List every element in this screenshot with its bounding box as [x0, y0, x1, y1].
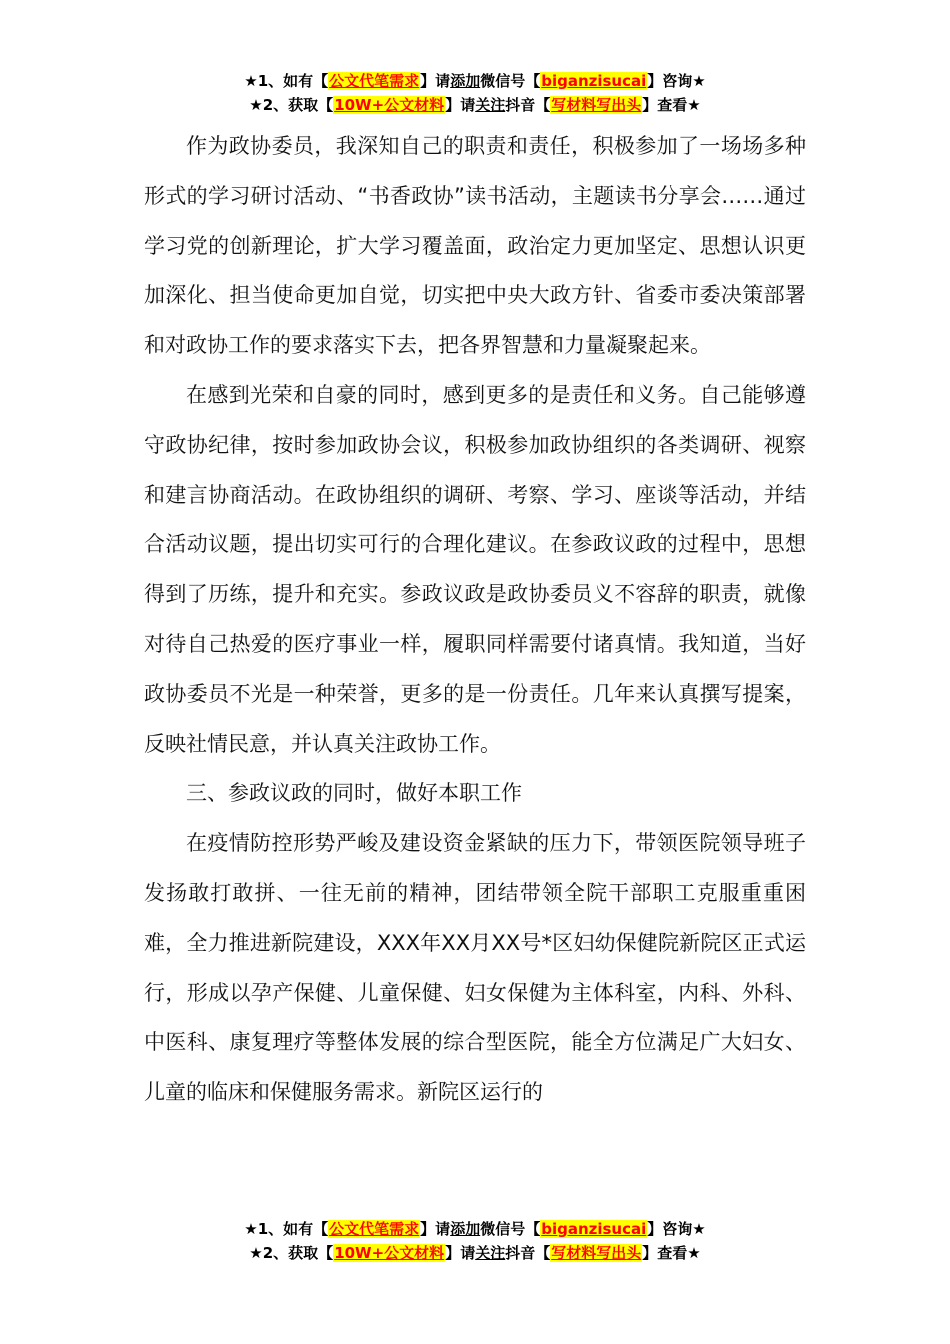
paragraph: 作为政协委员，我深知自己的职责和责任，积极参加了一场场多种形式的学习研讨活动、“书香政协”读书活动，主题读书分享会……通过学习党的创新理论，扩大学习覆盖面，政治定力更加坚定、思想认识更加深化、担当使命更加自觉，切实把中央大政方针、省委市委决策部署和对政协工作的要求落实下去，把各界智慧和力量凝聚起来。 [144, 134, 806, 358]
banner-underlined-text: 关注 [475, 1244, 506, 1262]
banner-highlight: biganzisucai [541, 72, 647, 90]
banner-highlight: 10W+公文材料 [334, 96, 445, 114]
banner-line-1 [0, 1217, 950, 1241]
banner-highlight: 公文代笔需求 [329, 72, 420, 90]
banner-text: ★1、如有【 [244, 72, 329, 90]
banner-line-2 [0, 93, 950, 117]
paragraph: 在疫情防控形势严峻及建设资金紧缺的压力下，带领医院领导班子发扬敢打敢拼、一往无前的精神，团结带领全院干部职工克服重重困难，全力推进新院建设，XXX年XX月XX号*区妇幼保健院新院区正式运行，形成以孕产保健、儿童保健、妇女保健为主体科室，内科、外科、中医科、康复理疗等整体发展的综合型医院，能全方位满足广大妇女、儿童的临床和保健服务需求。新院区运行的 [144, 831, 806, 1105]
banner-text: 】请 [420, 72, 451, 90]
banner-text: ★2、获取【 [249, 96, 334, 114]
banner-highlight: biganzisucai [541, 1220, 647, 1238]
banner-text: 】请 [445, 1244, 476, 1262]
banner-highlight: 写材料写出头 [551, 1244, 642, 1262]
banner-line-2 [0, 1241, 950, 1265]
banner-highlight: 写材料写出头 [551, 96, 642, 114]
paragraph: 在感到光荣和自豪的同时，感到更多的是责任和义务。自己能够遵守政协纪律，按时参加政协会议，积极参加政协组织的各类调研、视察和建言协商活动。在政协组织的调研、考察、学习、座谈等活动，并结合活动议题，提出切实可行的合理化建议。在参政议政的过程中，思想得到了历练，提升和充实。参政议政是政协委员义不容辞的职责，就像对待自己热爱的医疗事业一样，履职同样需要付诸真情。我知道，当好政协委员不光是一种荣誉，更多的是一份责任。几年来认真撰写提案，反映社情民意，并认真关注政协工作。 [144, 382, 806, 756]
banner-text: ★2、获取【 [249, 1244, 334, 1262]
document-body [144, 122, 806, 1118]
section-heading: 三、参政议政的同时，做好本职工作 [186, 781, 522, 806]
banner-highlight: 公文代笔需求 [329, 1220, 420, 1238]
banner-text: 抖音【 [505, 96, 551, 114]
footer-banner [0, 1217, 950, 1265]
banner-text: 】咨询★ [647, 1220, 706, 1238]
banner-line-1 [0, 69, 950, 93]
banner-underlined-text: 添加 [450, 72, 481, 90]
banner-highlight: 10W+公文材料 [334, 1244, 445, 1262]
banner-text: 抖音【 [505, 1244, 551, 1262]
header-banner [0, 69, 950, 117]
banner-text: 】咨询★ [647, 72, 706, 90]
banner-text: 微信号【 [480, 72, 541, 90]
banner-text: 】请 [445, 96, 476, 114]
banner-text: 微信号【 [480, 1220, 541, 1238]
banner-text: 】请 [420, 1220, 451, 1238]
banner-text: 】查看★ [642, 1244, 701, 1262]
banner-text: 】查看★ [642, 96, 701, 114]
banner-text: ★1、如有【 [244, 1220, 329, 1238]
banner-underlined-text: 添加 [450, 1220, 481, 1238]
banner-underlined-text: 关注 [475, 96, 506, 114]
